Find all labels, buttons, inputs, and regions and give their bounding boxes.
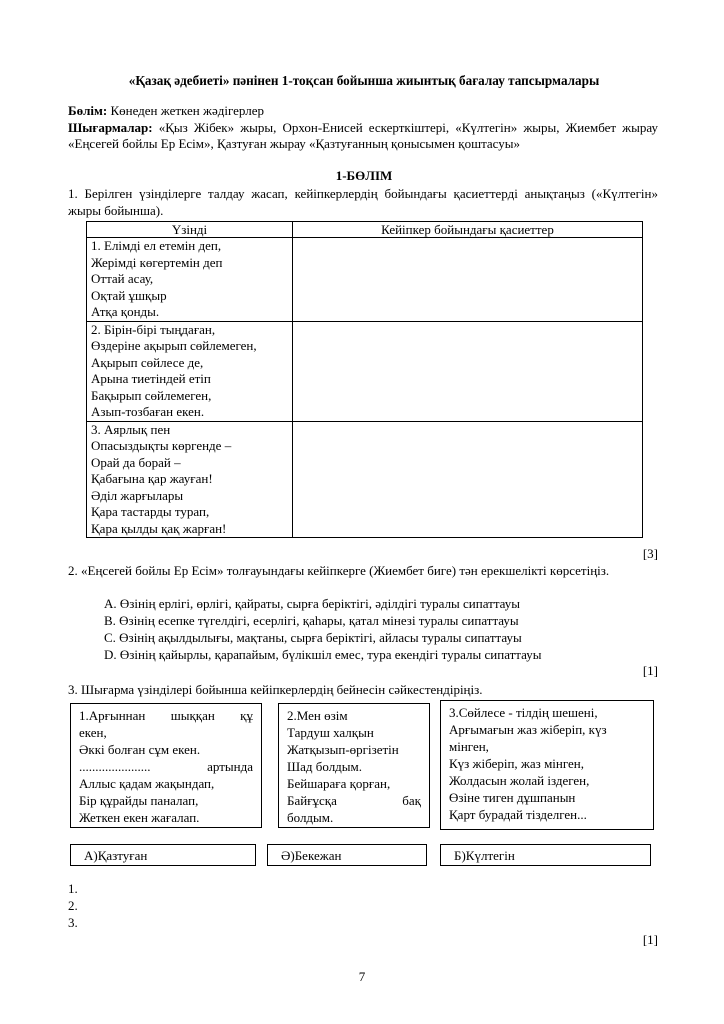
box-line: екен, [79,725,107,740]
excerpt-line: Опасыздықты көргенде – [91,438,232,453]
works-label: Шығармалар: [68,119,153,135]
word: Байғұсқа [287,793,337,808]
box-line: 3.Сөйлесе - тілдің шешені, [449,705,598,720]
box-line: мінген, [449,739,489,754]
box-line: Қарт бурадай тізделген... [449,807,587,822]
table-row [87,238,643,322]
answer-line-3[interactable]: 3. [68,915,78,930]
excerpt-table [86,221,643,538]
question-2 [68,563,658,580]
box-line: Әккі болған сұм екен. [79,742,201,757]
word: құ [240,708,253,723]
answer-option-bekezhan[interactable]: Ә)Бекежан [267,844,427,866]
excerpt-line: 1. Елімді ел етемін деп, [91,238,222,253]
excerpt-line: Оқтай ұшқыр [91,287,167,303]
question-1 [68,186,658,219]
excerpt-line: Бақырып сөйлемеген, [91,387,212,403]
question-3-text: 3. Шығарма үзінділері бойынша кейіпкерлердің бейнесін сәйкестендіріңіз. [68,682,483,697]
option-d[interactable]: D. Өзінің қайырлы, қарапайым, бүлікшіл емес, тура екендігі туралы сипаттауы [104,647,542,662]
box-line: Жатқызып-өргізетін [287,742,399,757]
section-value: Көнеден жеткен жәдігерлер [110,103,264,118]
box-line: 2.Мен өзім [287,708,348,723]
section-line [68,103,658,120]
box-line [79,707,253,724]
excerpt-line: Өздеріне ақырып сөйлемеген, [91,338,257,353]
table-header-row [87,222,643,238]
box-line: Бір құрайды паналап, [79,793,199,808]
traits-answer-cell[interactable] [293,321,643,421]
traits-answer-cell[interactable] [293,238,643,322]
excerpt-line: Орай да борай – [91,454,181,470]
answer-option-kaztugan[interactable]: А)Қазтуған [70,844,256,866]
traits-answer-cell[interactable] [293,421,643,538]
excerpt-line: Әділ жарғылары [91,487,184,503]
excerpt-box-3 [440,700,654,830]
answer-line-2[interactable]: 2. [68,898,78,913]
excerpt-line: Арына тиетіндей етіп [91,371,211,386]
word: ...................... [79,759,151,774]
box-line: Күз жіберіп, жаз мінген, [449,756,585,771]
excerpt-line: Атқа қонды. [91,304,160,319]
word: артында [207,759,253,774]
option-a[interactable]: A. Өзінің ерлігі, өрлігі, қайраты, сырға беріктігі, әділдігі туралы сипаттауы [104,596,521,611]
box-line: болдым. [287,810,334,825]
excerpt-cell [87,421,293,538]
box-line: Жолдасын жолай іздеген, [449,773,590,788]
box-line: Шад болдым. [287,759,363,774]
section-heading: 1-БӨЛІМ [335,168,393,183]
section-label: Бөлім: [68,103,108,118]
works-line [68,120,658,153]
excerpt-box-2 [278,703,430,828]
question-1-score: [3] [642,546,658,561]
excerpt-line: Қабағына қар жауған! [91,471,213,486]
question-2-options [104,596,542,664]
box-line: Тардуш халқын [287,725,374,740]
excerpt-line: 3. Аярлық пен [91,421,171,437]
excerpt-line: Ақырып сөйлесе де, [91,354,204,370]
question-1-text: 1. Берілген үзінділерге талдау жасап, кейіпкерлердің бойындағы қасиеттерді анықтаңыз («Күлтегін» жыры бойынша). [68,186,658,218]
answer-option-kultegin[interactable]: Б)Күлтегін [440,844,651,866]
excerpt-line: Азып-тозбаған екен. [91,404,205,419]
box-line: Бейшараға қорған, [287,776,391,791]
question-2-score: [1] [642,663,658,678]
excerpt-cell [87,321,293,421]
question-3-score: [1] [642,932,658,947]
column-header-traits: Кейіпкер бойындағы қасиеттер [293,222,643,238]
excerpt-cell [87,238,293,322]
question-2-text: 2. «Еңсегей бойлы Ер Есім» толғауындағы кейіпкерге (Жиембет биге) тән ерекшелікті көрсетіңіз. [68,563,610,578]
word: 1.Арғыннан [79,708,146,723]
box-line: Жеткен екен жағалап. [79,810,200,825]
box-line: Аллыс қадам жақындап, [79,776,215,791]
word: бақ [402,793,421,808]
word: шыққан [170,708,215,723]
excerpt-box-1 [70,703,262,828]
answer-lines [68,880,78,931]
excerpt-line: Оттай асау, [91,271,154,286]
table-row [87,421,643,538]
document-title: «Қазақ әдебиеті» пәнінен 1-тоқсан бойынша жиынтық бағалау тапсырмалары [128,73,600,88]
works-value: «Қыз Жібек» жыры, Орхон-Енисей ескерткіштері, «Күлтегін» жыры, Жиембет жырау «Еңсегей бойлы Ер Есім», Қазтуған жырау «Қазтуғанның қонысымен қоштасуы» [68,119,659,151]
answer-line-1[interactable]: 1. [68,881,78,896]
option-c[interactable]: C. Өзінің ақылдылығы, мақтаны, сырға беріктігі, айласы туралы сипаттауы [104,630,522,645]
excerpt-line: Қара тастарды турап, [91,504,210,519]
meta-block [68,103,658,153]
excerpt-line: Қара қылды қақ жарған! [91,520,227,536]
box-line [79,758,253,775]
excerpt-line: Жерімді көгертемін деп [91,254,223,270]
box-line: Өзіне тиген дұшпанын [449,790,576,805]
option-b[interactable]: B. Өзінің есепке түгелдігі, есерлігі, қаһары, қатал мінезі туралы сипаттауы [104,613,519,628]
table-row [87,321,643,421]
column-header-excerpt: Үзінді [87,222,293,238]
page-number: 7 [358,969,366,984]
excerpt-line: 2. Бірін-бірі тыңдаған, [91,321,216,337]
box-line: Арғымағын жаз жіберіп, күз [449,722,607,737]
box-line [287,792,421,809]
question-3 [68,682,658,699]
